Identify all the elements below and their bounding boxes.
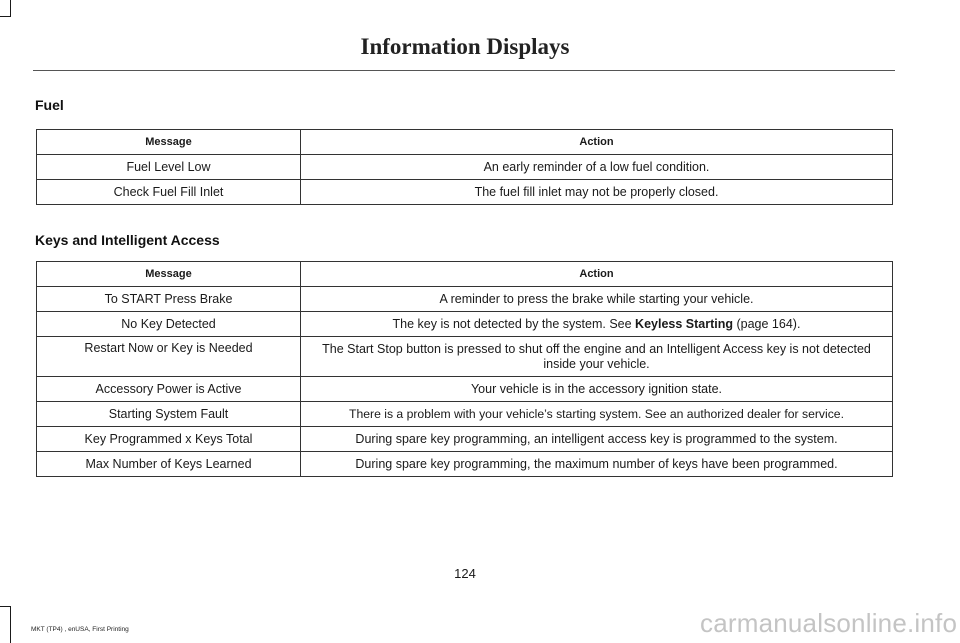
message-cell: Check Fuel Fill Inlet [37,180,301,205]
table-row [37,155,893,180]
message-cell: Starting System Fault [37,402,301,427]
table-row [37,402,893,427]
header-divider [33,70,895,71]
message-cell: Accessory Power is Active [37,377,301,402]
fuel-message-column-header: Message [37,130,301,155]
keyless-starting-reference: Keyless Starting [635,317,734,331]
table-row [37,287,893,312]
fuel-table [36,129,893,205]
action-cell: There is a problem with your vehicle’s starting system. See an authorized dealer for service. [301,402,893,427]
action-cell: The Start Stop button is pressed to shut off the engine and an Intelligent Access key is not detected inside your vehicle. [301,337,893,377]
page-title: Information Displays [360,34,570,59]
action-cell: During spare key programming, an intelligent access key is programmed to the system. [301,427,893,452]
keys-section-heading: Keys and Intelligent Access [35,232,220,248]
message-cell: No Key Detected [37,312,301,337]
page-number: 124 [454,566,476,581]
crop-mark-bottom-left-horizontal [0,606,11,607]
crop-mark-top-left-vertical [10,0,11,17]
crop-mark-top-left-horizontal [0,16,11,17]
keys-action-column-header: Action [301,262,893,287]
table-row [37,312,893,337]
keys-message-column-header: Message [37,262,301,287]
page-reference: (page 164). [733,317,801,331]
table-row [37,180,893,205]
message-cell: To START Press Brake [37,287,301,312]
action-text-prefix: The key is not detected by the system. See [392,317,636,331]
fuel-table-header-row [37,130,893,155]
fuel-action-column-header: Action [301,130,893,155]
fuel-section-heading: Fuel [35,97,64,113]
action-cell: The fuel fill inlet may not be properly closed. [301,180,893,205]
table-row [37,377,893,402]
printing-note: MKT (TP4) , enUSA, First Printing [31,626,129,633]
action-cell: An early reminder of a low fuel condition. [301,155,893,180]
message-cell: Max Number of Keys Learned [37,452,301,477]
watermark: carmanualsonline.info [700,608,958,638]
message-cell: Key Programmed x Keys Total [37,427,301,452]
crop-mark-bottom-left-vertical [10,606,11,643]
action-cell: Your vehicle is in the accessory ignition state. [301,377,893,402]
message-cell: Restart Now or Key is Needed [37,337,301,377]
table-row [37,452,893,477]
table-row [37,337,893,377]
message-cell: Fuel Level Low [37,155,301,180]
keys-table-header-row [37,262,893,287]
action-cell: A reminder to press the brake while starting your vehicle. [301,287,893,312]
action-cell: During spare key programming, the maximum number of keys have been programmed. [301,452,893,477]
table-row [37,427,893,452]
keys-table [36,261,893,477]
action-cell [301,312,893,337]
